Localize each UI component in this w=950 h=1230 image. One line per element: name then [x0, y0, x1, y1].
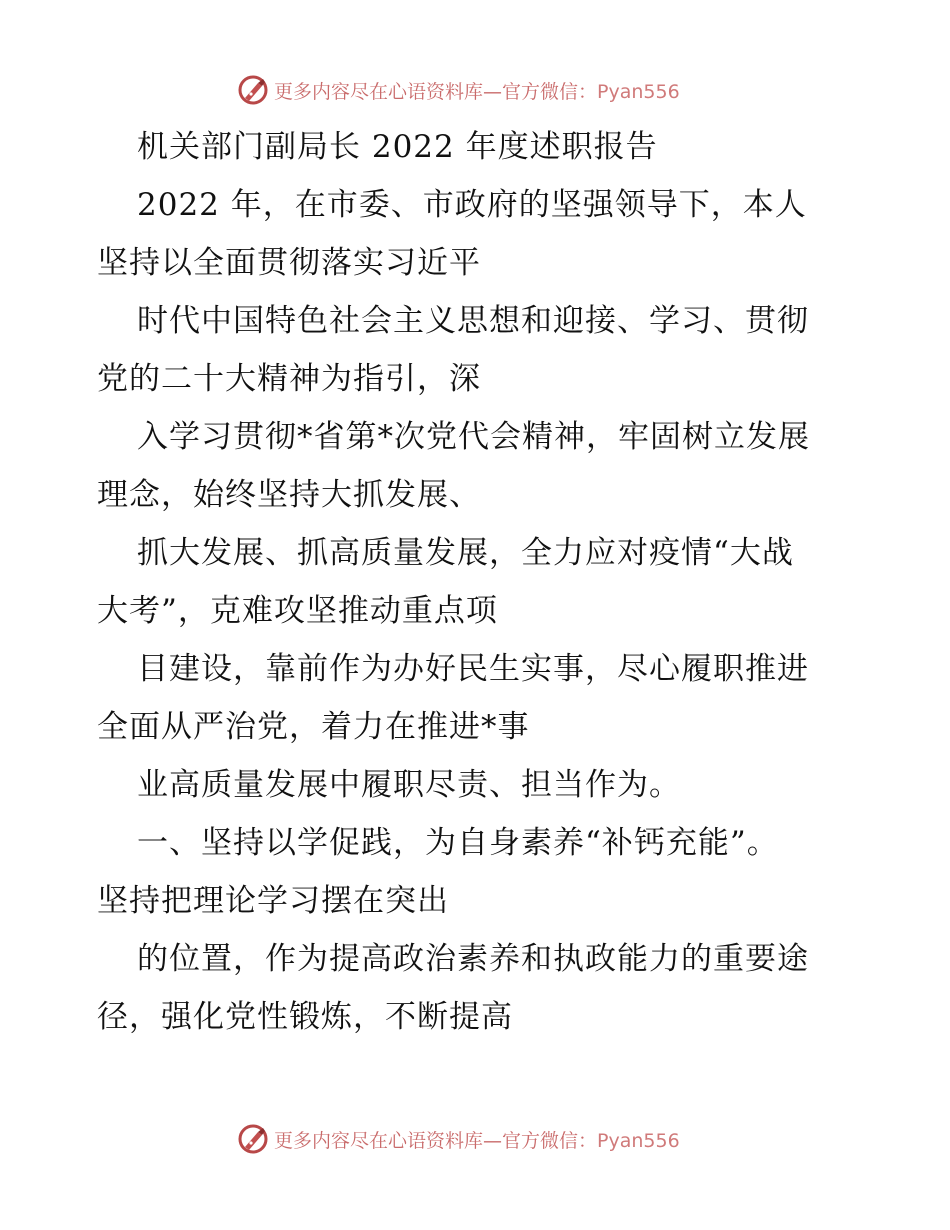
paragraph-line: 的位置，作为提高政治素养和执政能力的重要途	[137, 941, 809, 977]
paragraph-line: 入学习贯彻*省第*次党代会精神，牢固树立发展	[137, 419, 810, 455]
paragraph-line: 大考”，克难攻坚推动重点项	[97, 593, 498, 629]
paragraph-line: 业高质量发展中履职尽责、担当作为。	[137, 767, 681, 803]
pen-nib-logo-icon	[236, 73, 270, 107]
paragraph-line: 党的二十大精神为指引，深	[97, 361, 481, 397]
footer-watermark	[236, 1122, 680, 1156]
paragraph-line: 坚持把理论学习摆在突出	[97, 883, 449, 919]
document-title: 机关部门副局长 2022 年度述职报告	[137, 129, 658, 165]
paragraph-line: 抓大发展、抓高质量发展，全力应对疫情“大战	[137, 535, 794, 571]
section-heading: 一、坚持以学促践，为自身素养“补钙充能”。	[137, 825, 779, 861]
watermark-text: 更多内容尽在心语资料库—官方微信：Pyan556	[274, 1129, 680, 1152]
watermark-text: 更多内容尽在心语资料库—官方微信：Pyan556	[274, 80, 680, 103]
paragraph-line: 2022 年，在市委、市政府的坚强领导下，本人	[137, 187, 807, 223]
paragraph-line: 理念，始终坚持大抓发展、	[97, 477, 481, 513]
paragraph-line: 全面从严治党，着力在推进*事	[97, 709, 530, 745]
paragraph-line: 时代中国特色社会主义思想和迎接、学习、贯彻	[137, 303, 809, 339]
paragraph-line: 目建设，靠前作为办好民生实事，尽心履职推进	[137, 651, 809, 687]
document-body	[97, 118, 867, 1046]
header-watermark	[236, 73, 680, 107]
paragraph-line: 坚持以全面贯彻落实习近平	[97, 245, 481, 281]
paragraph-line: 径，强化党性锻炼，不断提高	[97, 999, 513, 1035]
wechat-id: Pyan556	[597, 80, 680, 103]
pen-nib-logo-icon	[236, 1122, 270, 1156]
wechat-id: Pyan556	[597, 1129, 680, 1152]
